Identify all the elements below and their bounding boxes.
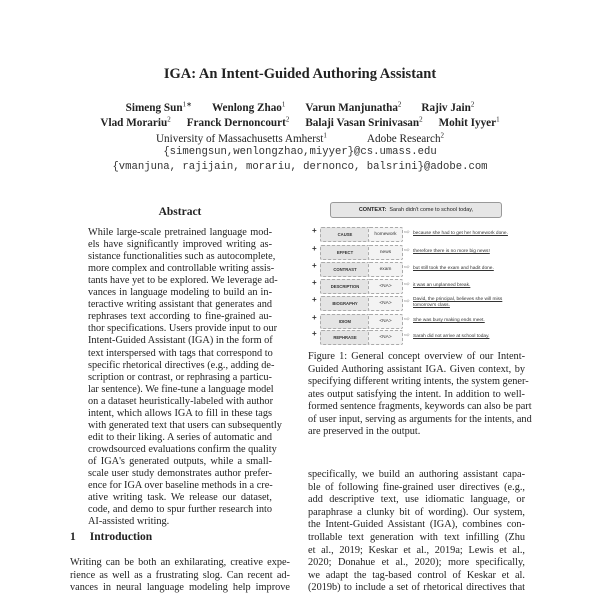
author — [100, 117, 170, 129]
intent-keyword: homework — [368, 227, 403, 242]
text-line: code, and demo to spur further research into — [88, 504, 272, 516]
intent-output: it was an unplanned break. — [413, 283, 471, 288]
text-line: Guided Authoring assistant IGA. Given context, by — [308, 363, 525, 375]
intent-keyword: <NA> — [368, 314, 403, 329]
author — [305, 117, 422, 129]
author — [305, 102, 401, 114]
authors-row-1 — [0, 100, 600, 114]
intent-output: therefore there is no more big news! — [413, 249, 490, 254]
affiliation-marker: 1 — [323, 131, 327, 139]
context-label: CONTEXT: — [358, 207, 387, 213]
intent-output: Sarah did not arrive at school today. — [413, 334, 490, 339]
author — [439, 117, 500, 129]
text-line: paraphrase a clunky bit of wording). Our system, — [308, 506, 525, 518]
email-line-1: {simengsun,wenlongzhao,miyyer}@cs.umass.edu — [163, 146, 437, 158]
intent-keyword: news — [368, 245, 403, 260]
add-intent-icon: + — [312, 244, 317, 253]
text-line: tants have yet to be explored. We leverage ad- — [88, 275, 278, 287]
text-line: add descriptive text, use idiomatic language, or — [308, 494, 525, 506]
arrow-right-icon: ⇨ — [404, 316, 410, 323]
text-line: AI-assisted writing. — [88, 516, 170, 528]
add-intent-icon: + — [312, 329, 317, 338]
text-line: more complex and controllable writing assis- — [88, 263, 275, 275]
intent-keyword: exam — [368, 262, 403, 277]
text-line: Intent-Guided Assistant (IGA) in the form of — [88, 335, 273, 347]
text-line: of IGA's generated outputs, while a small- — [88, 455, 272, 467]
text-line: While large-scale pretrained language mod- — [88, 227, 272, 238]
author — [126, 102, 192, 114]
text-line: on a dataset heuristically-labeled with author — [88, 395, 273, 407]
author-name: Franck Dernoncourt — [186, 116, 286, 129]
affiliation-marker: 2 — [397, 100, 402, 108]
intent-keyword: <NA> — [368, 296, 403, 311]
text-line: ative writing task. We release our dataset, — [88, 492, 272, 504]
text-line: rephrases text according to fine-grained au- — [88, 311, 272, 323]
author — [421, 102, 474, 114]
intent-tag: CAUSE — [320, 227, 370, 242]
text-line: formed sentence fragments, keywords can also be part — [308, 401, 532, 412]
text-line: specific rhetorical directives (e.g., adding de- — [88, 359, 275, 371]
arrow-right-icon: ⇨ — [404, 229, 410, 236]
text-line: crowdsourced evaluations confirm the quality — [88, 443, 277, 455]
author-name: Mohit Iyyer — [438, 116, 497, 129]
intent-keyword: <NA> — [368, 279, 403, 294]
text-line: scription or contrast, or rephrasing a particu- — [88, 371, 272, 383]
text-line: vances in language modeling to build an in- — [88, 287, 272, 299]
intent-tag: BIOGRAPHY — [320, 296, 370, 311]
text-line: specifying different writing intents, the system gener- — [308, 376, 529, 387]
text-line: scale user study demonstrates author prefer- — [88, 468, 272, 479]
author — [212, 102, 285, 114]
section-number: 1 — [70, 531, 76, 543]
author-name: Varun Manjunatha — [305, 101, 398, 114]
author-name: Balaji Vasan Srinivasan — [305, 116, 420, 129]
intent-tag: REPHRASE — [320, 330, 370, 345]
text-line: teractive writing assistant that generates and — [88, 299, 272, 311]
text-line: rience as well as a frustrating slog. Can recent ad- — [70, 569, 290, 581]
email-line-2: {vmanjuna, rajijain, morariu, dernonco, balsrini}@adobe.com — [112, 161, 488, 173]
authors-row-2 — [0, 115, 600, 129]
text-line: specifically, we build an authoring assistant capa- — [308, 469, 525, 480]
arrow-right-icon: ⇨ — [404, 281, 410, 288]
paper-title: IGA: An Intent-Guided Authoring Assistant — [163, 66, 437, 82]
intent-tag: DESCRIPTION — [320, 279, 370, 294]
affiliations — [0, 131, 600, 145]
text-line: intent, which allows IGA to fill in these tags — [88, 407, 272, 419]
text-line: ence for IGA over baseline methods in a cre- — [88, 480, 273, 492]
author-name: Rajiv Jain — [421, 101, 471, 114]
intent-output: but still took the exam and hadit done. — [413, 266, 494, 271]
text-line: et al., 2019; Keskar et al., 2019a; Lewis et al., — [308, 544, 525, 556]
text-line: ates output satisfying the intent. In addition to well- — [308, 388, 525, 400]
author — [367, 133, 444, 145]
intent-output: David, the principal, believes she will miss tomorrow's class. — [413, 297, 503, 308]
text-line: of user input, serving as arguments for the intents, and — [308, 413, 532, 425]
affiliation-marker: 1 — [496, 115, 500, 123]
add-intent-icon: + — [312, 313, 317, 322]
intro-heading — [70, 531, 152, 543]
text-line: edit to their liking. A series of automatic and — [88, 431, 272, 443]
author-name: Adobe Research — [366, 132, 441, 145]
text-line: vances in neural language modeling help improve — [70, 582, 290, 593]
text-line: the Intent-Guided Assistant (IGA), combines con- — [308, 519, 525, 531]
section-title: Introduction — [89, 531, 153, 543]
affiliation-marker: 2 — [440, 131, 445, 139]
author-name: University of Massachusetts Amherst — [155, 132, 324, 145]
text-line: thor specifications. Users provide input to our — [88, 323, 278, 335]
affiliation-marker: 2 — [285, 115, 290, 123]
affiliation-marker: 1∗ — [182, 100, 192, 108]
context-box — [330, 202, 502, 218]
abstract-heading: Abstract — [158, 206, 202, 218]
intent-output: because she had to get her homework done. — [413, 231, 508, 236]
arrow-right-icon: ⇨ — [404, 298, 410, 305]
author-name: Vlad Morariu — [100, 116, 168, 129]
arrow-right-icon: ⇨ — [404, 247, 410, 254]
intent-output: She was busy making ends meet. — [413, 318, 485, 323]
add-intent-icon: + — [312, 226, 317, 235]
text-line: are preserved in the output. — [308, 426, 421, 437]
text-line: text interspersed with tags that correspond to — [88, 347, 273, 359]
text-line: (2019b) to include a set of rhetorical directives that — [308, 582, 525, 594]
add-intent-icon: + — [312, 278, 317, 287]
intent-tag: EFFECT — [320, 245, 370, 260]
arrow-right-icon: ⇨ — [404, 264, 410, 271]
text-line: ble of following fine-grained user directives (e.g., — [308, 481, 525, 493]
author-name: Simeng Sun — [125, 101, 183, 114]
intent-tag: IDIOM — [320, 314, 370, 329]
add-intent-icon: + — [312, 261, 317, 270]
text-line: Writing can be both an exhilarating, creative expe- — [70, 557, 290, 568]
intent-keyword: <NA> — [368, 330, 403, 345]
text-line: els have significantly improved writing as- — [88, 239, 272, 251]
text-line: 2020; Donahue et al., 2020); more specifically, — [308, 557, 525, 569]
author — [156, 133, 327, 145]
text-line: Figure 1: General concept overview of our Intent- — [308, 351, 525, 362]
affiliation-marker: 2 — [470, 100, 475, 108]
text-line: trollable text generation with text infilling (Zhu — [308, 532, 525, 543]
text-line: lar sentence). We fine-tune a language model — [88, 383, 274, 395]
text-line: sistance functionalities such as autocomplete, — [88, 251, 276, 263]
text-line: we adapt the tag-based control of Keskar et al. — [308, 569, 525, 581]
affiliation-marker: 1 — [281, 100, 286, 108]
intent-tag: CONTRAST — [320, 262, 370, 277]
affiliation-marker: 2 — [167, 115, 171, 123]
author-name: Wenlong Zhao — [211, 101, 282, 114]
text-line: with generated text that users can subsequently — [88, 419, 282, 431]
author — [187, 117, 290, 129]
add-intent-icon: + — [312, 295, 317, 304]
affiliation-marker: 2 — [419, 115, 423, 123]
arrow-right-icon: ⇨ — [404, 332, 410, 339]
context-text: Sarah didn't come to school today, — [389, 207, 474, 213]
